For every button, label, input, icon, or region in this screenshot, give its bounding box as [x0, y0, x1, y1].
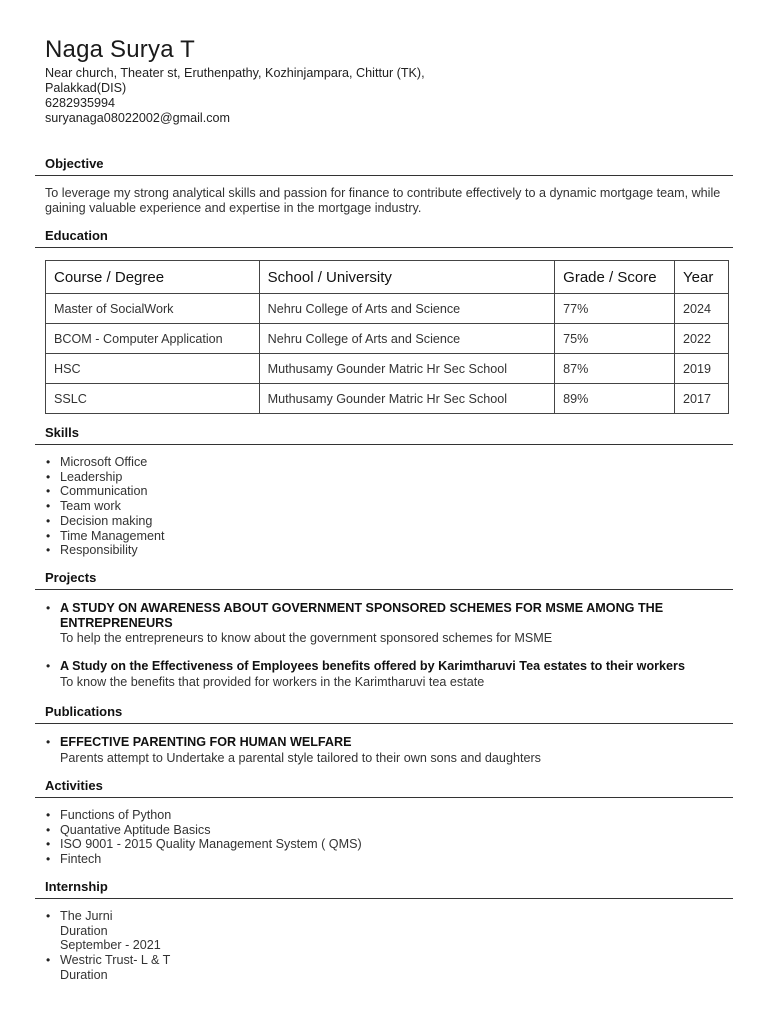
grade-cell: 75% [555, 324, 675, 354]
internship-name: • The Jurni [60, 909, 113, 923]
objective-divider [35, 175, 733, 176]
list-item: • Microsoft Office [45, 455, 165, 470]
list-item: • Decision making [45, 514, 165, 529]
address-line-1: Near church, Theater st, Eruthenpathy, Kozhinjampara, Chittur (TK), [45, 66, 425, 80]
activities-divider [35, 797, 733, 798]
project-title: • A Study on the Effectiveness of Employees benefits offered by Karimtharuvi Tea estates to their workers [60, 659, 685, 674]
list-item: • Responsibility [45, 543, 165, 558]
contact-block [45, 66, 425, 126]
phone-number: 6282935994 [45, 96, 116, 110]
objective-heading: Objective [45, 156, 104, 171]
project-description: To help the entrepreneurs to know about the government sponsored schemes for MSME [60, 631, 553, 646]
internship-duration-label: Duration [60, 923, 108, 938]
activities-list [45, 808, 362, 867]
internship-duration-label: Duration [60, 967, 108, 982]
course-cell: SSLC [46, 384, 260, 414]
column-header-year: Year [675, 261, 729, 294]
school-cell: Muthusamy Gounder Matric Hr Sec School [259, 354, 554, 384]
list-item: • ISO 9001 - 2015 Quality Management System ( QMS) [45, 837, 362, 852]
publication-title: • EFFECTIVE PARENTING FOR HUMAN WELFARE [60, 735, 352, 749]
list-item [45, 735, 705, 765]
list-item [45, 601, 705, 646]
candidate-name: Naga Surya T [45, 36, 196, 63]
activities-heading: Activities [45, 778, 103, 793]
education-table [45, 260, 729, 414]
list-item: • Leadership [45, 470, 165, 485]
column-header-school: School / University [259, 261, 554, 294]
year-cell: 2019 [675, 354, 729, 384]
education-heading: Education [45, 228, 108, 243]
publications-divider [35, 723, 733, 724]
year-cell: 2022 [675, 324, 729, 354]
projects-divider [35, 589, 733, 590]
publication-description: Parents attempt to Undertake a parental style tailored to their own sons and daughters [60, 750, 541, 765]
table-row [46, 294, 729, 324]
list-item: • Time Management [45, 529, 165, 544]
list-item [45, 909, 170, 953]
list-item [45, 659, 705, 689]
skills-list [45, 455, 165, 558]
list-item [45, 953, 170, 982]
table-row [46, 354, 729, 384]
course-cell: BCOM - Computer Application [46, 324, 260, 354]
objective-text: To leverage my strong analytical skills and passion for finance to contribute effectively to a dynamic mortgage team, while gaining valuable experience and expertise in the mortgage industry. [45, 186, 721, 215]
list-item: • Quantative Aptitude Basics [45, 823, 362, 838]
course-cell: Master of SocialWork [46, 294, 260, 324]
internship-heading: Internship [45, 879, 108, 894]
project-title: • A STUDY ON AWARENESS ABOUT GOVERNMENT SPONSORED SCHEMES FOR MSME AMONG THE ENTREPRENEURS [60, 601, 664, 630]
school-cell: Muthusamy Gounder Matric Hr Sec School [259, 384, 554, 414]
course-cell: HSC [46, 354, 260, 384]
internship-list [45, 909, 170, 983]
projects-heading: Projects [45, 570, 97, 585]
grade-cell: 89% [555, 384, 675, 414]
column-header-grade: Grade / Score [555, 261, 675, 294]
list-item: • Team work [45, 499, 165, 514]
table-row [46, 324, 729, 354]
publications-heading: Publications [45, 704, 123, 719]
internship-name: • Westric Trust- L & T [60, 953, 171, 968]
internship-duration: September - 2021 [60, 938, 161, 953]
year-cell: 2017 [675, 384, 729, 414]
skills-heading: Skills [45, 425, 79, 440]
grade-cell: 87% [555, 354, 675, 384]
projects-list [45, 601, 705, 703]
project-description: To know the benefits that provided for workers in the Karimtharuvi tea estate [60, 674, 485, 689]
school-cell: Nehru College of Arts and Science [259, 294, 554, 324]
education-header-row [46, 261, 729, 294]
school-cell: Nehru College of Arts and Science [259, 324, 554, 354]
table-row [46, 384, 729, 414]
internship-divider [35, 898, 733, 899]
year-cell: 2024 [675, 294, 729, 324]
list-item: • Fintech [45, 852, 362, 867]
grade-cell: 77% [555, 294, 675, 324]
list-item: • Functions of Python [45, 808, 362, 823]
list-item: • Communication [45, 484, 165, 499]
email-address: suryanaga08022002@gmail.com [45, 111, 231, 125]
column-header-course: Course / Degree [46, 261, 260, 294]
address-line-2: Palakkad(DIS) [45, 81, 127, 95]
education-divider [35, 247, 733, 248]
skills-divider [35, 444, 733, 445]
publications-list [45, 735, 705, 765]
